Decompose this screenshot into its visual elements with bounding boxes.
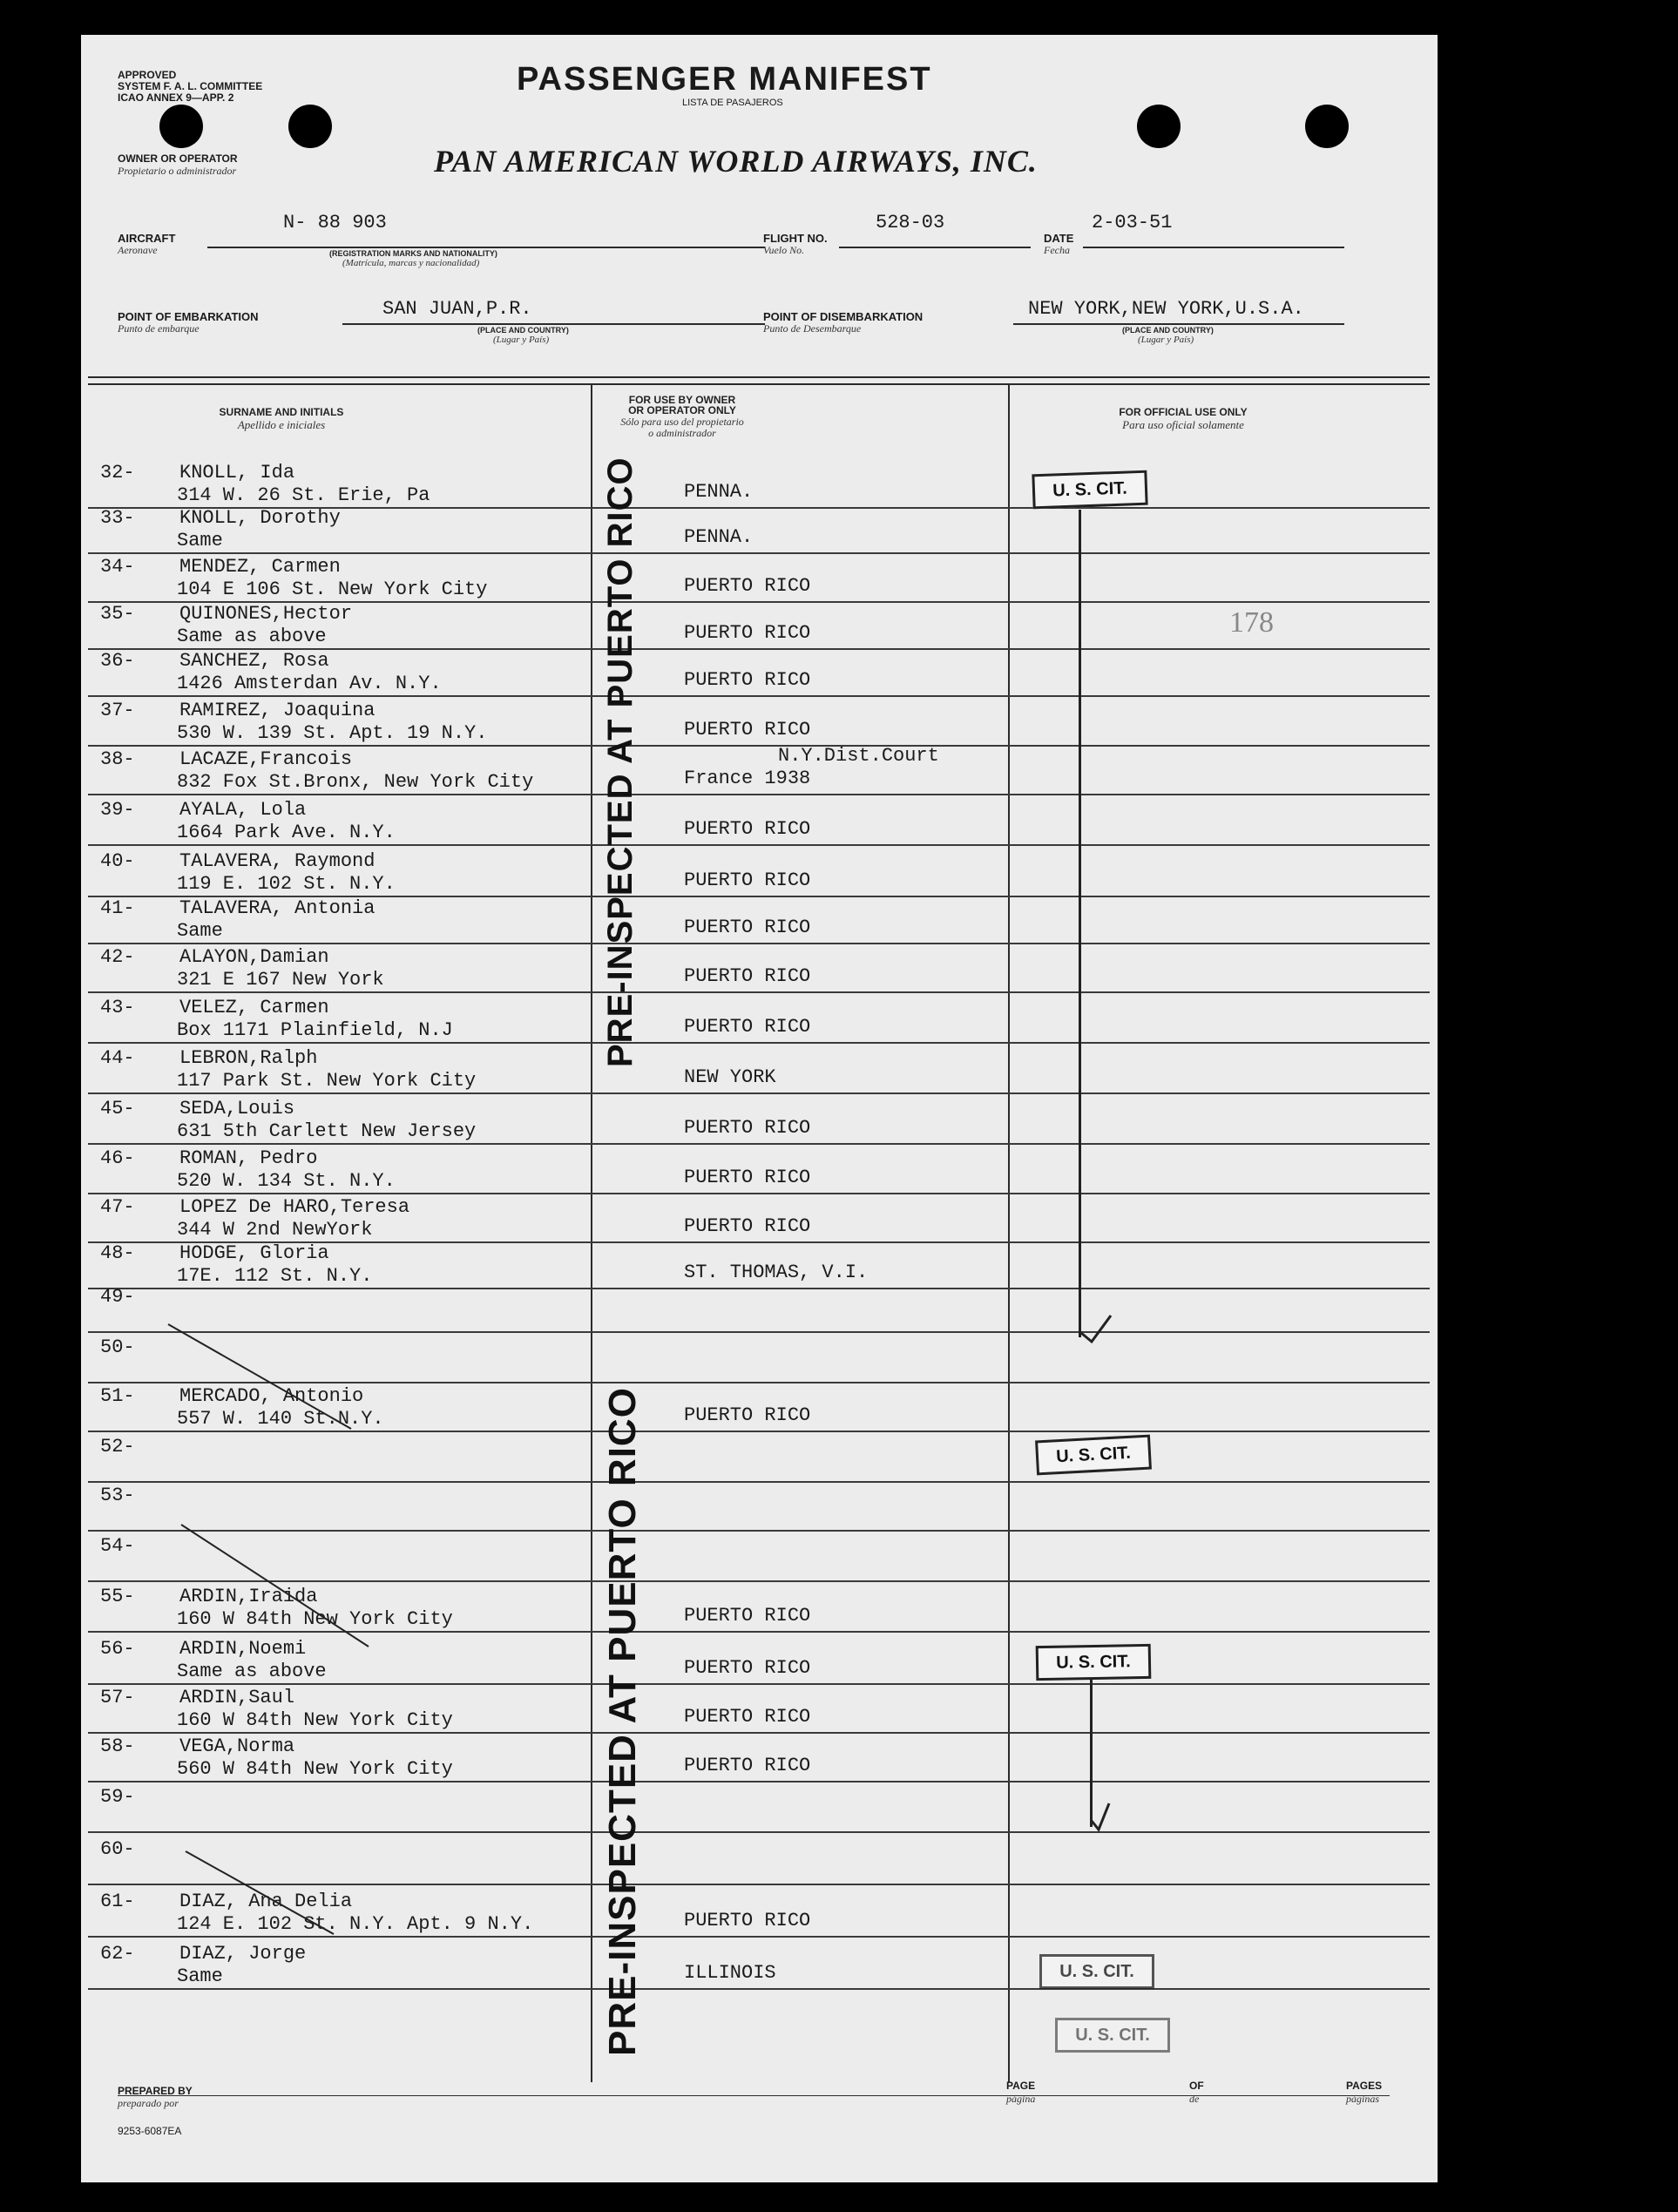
row-number: 44- <box>100 1047 135 1069</box>
manifest-sheet <box>81 35 1438 2182</box>
passenger-name: ROMAN, Pedro <box>179 1147 318 1169</box>
passenger-destination: PUERTO RICO <box>684 917 811 938</box>
passenger-name: LEBRON,Ralph <box>179 1047 318 1069</box>
col-header-owner: FOR USE BY OWNER <box>628 394 736 406</box>
passenger-name: MENDEZ, Carmen <box>179 556 341 578</box>
col-header-name-es: Apellido e iniciales <box>237 418 326 431</box>
row-number: 56- <box>100 1638 135 1660</box>
passenger-address: 104 E 106 St. New York City <box>177 578 488 600</box>
passenger-name: QUINONES,Hector <box>179 603 353 625</box>
disembark-label-es: Punto de Desembarque <box>763 322 862 335</box>
row-number: 32- <box>100 462 135 484</box>
pages-label: PAGES <box>1346 2080 1383 2092</box>
us-cit-stamp: U. S. CIT. <box>1055 2018 1170 2053</box>
col-header-owner: OR OPERATOR ONLY <box>628 404 736 416</box>
us-cit-stamp: U. S. CIT. <box>1032 470 1147 510</box>
row-number: 60- <box>100 1838 135 1860</box>
passenger-name: SANCHEZ, Rosa <box>179 650 329 672</box>
approved-line: ICAO ANNEX 9—APP. 2 <box>118 91 234 104</box>
form-number: 9253-6087EA <box>118 2125 182 2137</box>
place-note: (PLACE AND COUNTRY) <box>1122 326 1214 335</box>
passenger-destination: PUERTO RICO <box>684 818 811 840</box>
row-number: 34- <box>100 556 135 578</box>
row-number: 59- <box>100 1786 135 1808</box>
passenger-name: VELEZ, Carmen <box>179 997 329 1018</box>
row-number: 47- <box>100 1196 135 1218</box>
passenger-name: LACAZE,Francois <box>179 748 353 770</box>
strike-lines <box>81 35 1438 2182</box>
passenger-destination: PUERTO RICO <box>684 1167 811 1188</box>
passenger-name: DIAZ, Jorge <box>179 1943 307 1965</box>
registration-note-es: (Matrícula, marcas y nacionalidad) <box>342 258 480 268</box>
aircraft-label-es: Aeronave <box>118 244 158 256</box>
passenger-name: MERCADO, Antonio <box>179 1385 364 1407</box>
col-header-owner-es: o administrador <box>648 427 716 439</box>
embark-label-es: Punto de embarque <box>118 322 200 335</box>
passenger-address: Same as above <box>177 626 327 647</box>
passenger-address: 124 E. 102 St. N.Y. Apt. 9 N.Y. <box>177 1913 534 1935</box>
flight-value: 528-03 <box>876 212 945 233</box>
row-number: 54- <box>100 1535 135 1557</box>
passenger-name: SEDA,Louis <box>179 1098 295 1120</box>
passenger-destination: PUERTO RICO <box>684 1404 811 1426</box>
aircraft-label: AIRCRAFT <box>118 232 176 245</box>
passenger-address: 160 W 84th New York City <box>177 1709 453 1731</box>
col-header-official: FOR OFFICIAL USE ONLY <box>1119 406 1248 418</box>
passenger-name: HODGE, Gloria <box>179 1242 329 1264</box>
passenger-address: 17E. 112 St. N.Y. <box>177 1265 373 1287</box>
passenger-destination: NEW YORK <box>684 1066 776 1088</box>
of-label-es: de <box>1189 2093 1200 2105</box>
row-number: 42- <box>100 946 135 968</box>
row-number: 41- <box>100 897 135 919</box>
us-cit-stamp: U. S. CIT. <box>1035 1435 1152 1476</box>
passenger-destination: PUERTO RICO <box>684 1657 811 1679</box>
passenger-address: 1426 Amsterdan Av. N.Y. <box>177 673 442 694</box>
passenger-address: 1664 Park Ave. N.Y. <box>177 822 396 843</box>
row-number: 33- <box>100 507 135 529</box>
passenger-destination: PENNA. <box>684 526 754 548</box>
row-number: 45- <box>100 1098 135 1120</box>
passenger-address: 560 W 84th New York City <box>177 1758 453 1780</box>
row-number: 38- <box>100 748 135 770</box>
passenger-address: 117 Park St. New York City <box>177 1070 477 1092</box>
passenger-destination: PUERTO RICO <box>684 1755 811 1776</box>
row-number: 53- <box>100 1485 135 1506</box>
embark-value: SAN JUAN,P.R. <box>382 298 532 320</box>
preinspected-stamp: PRE-INSPECTED AT PUERTO RICO <box>601 457 639 1067</box>
airline-name: PAN AMERICAN WORLD AIRWAYS, INC. <box>434 144 1038 179</box>
page-title-es: LISTA DE PASAJEROS <box>682 98 783 108</box>
passenger-destination: PUERTO RICO <box>684 1215 811 1237</box>
prepared-by-label-es: preparado por <box>118 2097 179 2109</box>
passenger-destination: PUERTO RICO <box>684 1910 811 1931</box>
passenger-address: Same as above <box>177 1661 327 1682</box>
owner-label-es: Propietario o administrador <box>118 165 237 177</box>
row-number: 35- <box>100 603 135 625</box>
passenger-name: RAMIREZ, Joaquina <box>179 700 376 721</box>
passenger-address: 520 W. 134 St. N.Y. <box>177 1170 396 1192</box>
place-note-es: (Lugar y País) <box>493 335 550 345</box>
preinspected-stamp: PRE-INSPECTED AT PUERTO RICO <box>601 1387 644 2056</box>
passenger-address: 119 E. 102 St. N.Y. <box>177 873 396 895</box>
passenger-destination: PUERTO RICO <box>684 622 811 644</box>
passenger-name: ARDIN,Saul <box>179 1687 295 1708</box>
pages-label-es: páginas <box>1346 2093 1380 2105</box>
row-number: 57- <box>100 1687 135 1708</box>
passenger-name: LOPEZ De HARO,Teresa <box>179 1196 410 1218</box>
prepared-by-label: PREPARED BY <box>118 2085 193 2097</box>
row-number: 49- <box>100 1286 135 1308</box>
passenger-destination: PUERTO RICO <box>684 1706 811 1728</box>
passenger-destination: France 1938 <box>684 768 811 789</box>
passenger-address: 557 W. 140 St.N.Y. <box>177 1408 384 1430</box>
passenger-address: 631 5th Carlett New Jersey <box>177 1120 477 1142</box>
approved-line: APPROVED <box>118 69 177 81</box>
passenger-address: 314 W. 26 St. Erie, Pa <box>177 484 430 506</box>
col-header-official-es: Para uso oficial solamente <box>1122 418 1244 431</box>
of-label: OF <box>1189 2080 1204 2092</box>
passenger-destination: PUERTO RICO <box>684 1605 811 1627</box>
court-note: N.Y.Dist.Court <box>778 745 939 767</box>
passenger-address: 321 E 167 New York <box>177 969 384 991</box>
page-title: PASSENGER MANIFEST <box>517 61 932 98</box>
row-number: 58- <box>100 1735 135 1757</box>
row-number: 48- <box>100 1242 135 1264</box>
col-header-owner-es: Sólo para uso del propietario <box>620 416 744 428</box>
row-number: 62- <box>100 1943 135 1965</box>
passenger-name: AYALA, Lola <box>179 799 307 821</box>
date-value: 2-03-51 <box>1092 212 1173 233</box>
passenger-name: VEGA,Norma <box>179 1735 295 1757</box>
row-number: 61- <box>100 1891 135 1912</box>
passenger-destination: PUERTO RICO <box>684 719 811 741</box>
passenger-address: Box 1171 Plainfield, N.J <box>177 1019 453 1041</box>
passenger-address: 160 W 84th New York City <box>177 1608 453 1630</box>
owner-label: OWNER OR OPERATOR <box>118 152 238 165</box>
row-number: 39- <box>100 799 135 821</box>
aircraft-value: N- 88 903 <box>283 212 387 233</box>
passenger-destination: ILLINOIS <box>684 1962 776 1984</box>
embark-label: POINT OF EMBARKATION <box>118 310 259 323</box>
disembark-value: NEW YORK,NEW YORK,U.S.A. <box>1028 298 1304 320</box>
handwritten-number: 178 <box>1229 606 1274 639</box>
passenger-name: ALAYON,Damian <box>179 946 329 968</box>
passenger-name: KNOLL, Ida <box>179 462 295 484</box>
passenger-destination: PUERTO RICO <box>684 1016 811 1038</box>
row-number: 52- <box>100 1436 135 1458</box>
date-label-es: Fecha <box>1044 244 1070 256</box>
passenger-name: KNOLL, Dorothy <box>179 507 341 529</box>
passenger-destination: PENNA. <box>684 481 754 503</box>
disembark-label: POINT OF DISEMBARKATION <box>763 310 924 323</box>
passenger-address: 530 W. 139 St. Apt. 19 N.Y. <box>177 722 488 744</box>
flight-label-es: Vuelo No. <box>763 244 805 256</box>
page-label: PAGE <box>1006 2080 1036 2092</box>
passenger-name: ARDIN,Noemi <box>179 1638 307 1660</box>
row-number: 36- <box>100 650 135 672</box>
passenger-destination: PUERTO RICO <box>684 1117 811 1139</box>
passenger-name: TALAVERA, Antonia <box>179 897 376 919</box>
approved-line: SYSTEM F. A. L. COMMITTEE <box>118 80 263 92</box>
passenger-address: 344 W 2nd NewYork <box>177 1219 373 1241</box>
col-header-name: SURNAME AND INITIALS <box>219 406 344 418</box>
row-number: 40- <box>100 850 135 872</box>
passenger-destination: PUERTO RICO <box>684 669 811 691</box>
place-note: (PLACE AND COUNTRY) <box>477 326 569 335</box>
row-number: 51- <box>100 1385 135 1407</box>
row-number: 50- <box>100 1336 135 1358</box>
passenger-name: DIAZ, Ana Delia <box>179 1891 353 1912</box>
passenger-address: Same <box>177 530 223 551</box>
passenger-name: TALAVERA, Raymond <box>179 850 376 872</box>
passenger-address: 832 Fox St.Bronx, New York City <box>177 771 534 793</box>
passenger-destination: PUERTO RICO <box>684 869 811 891</box>
row-number: 55- <box>100 1586 135 1607</box>
date-label: DATE <box>1044 232 1074 245</box>
us-cit-stamp: U. S. CIT. <box>1036 1644 1152 1681</box>
flight-label: FLIGHT NO. <box>763 232 828 245</box>
passenger-destination: ST. THOMAS, V.I. <box>684 1262 869 1283</box>
passenger-destination: PUERTO RICO <box>684 575 811 597</box>
passenger-address: Same <box>177 1965 223 1987</box>
place-note-es: (Lugar y País) <box>1138 335 1194 345</box>
passenger-address: Same <box>177 920 223 942</box>
passenger-name: ARDIN,Iraida <box>179 1586 318 1607</box>
row-number: 46- <box>100 1147 135 1169</box>
passenger-destination: PUERTO RICO <box>684 965 811 987</box>
page-label-es: página <box>1006 2093 1036 2105</box>
us-cit-stamp: U. S. CIT. <box>1039 1954 1154 1989</box>
registration-note: (REGISTRATION MARKS AND NATIONALITY) <box>329 249 497 258</box>
row-number: 37- <box>100 700 135 721</box>
row-number: 43- <box>100 997 135 1018</box>
